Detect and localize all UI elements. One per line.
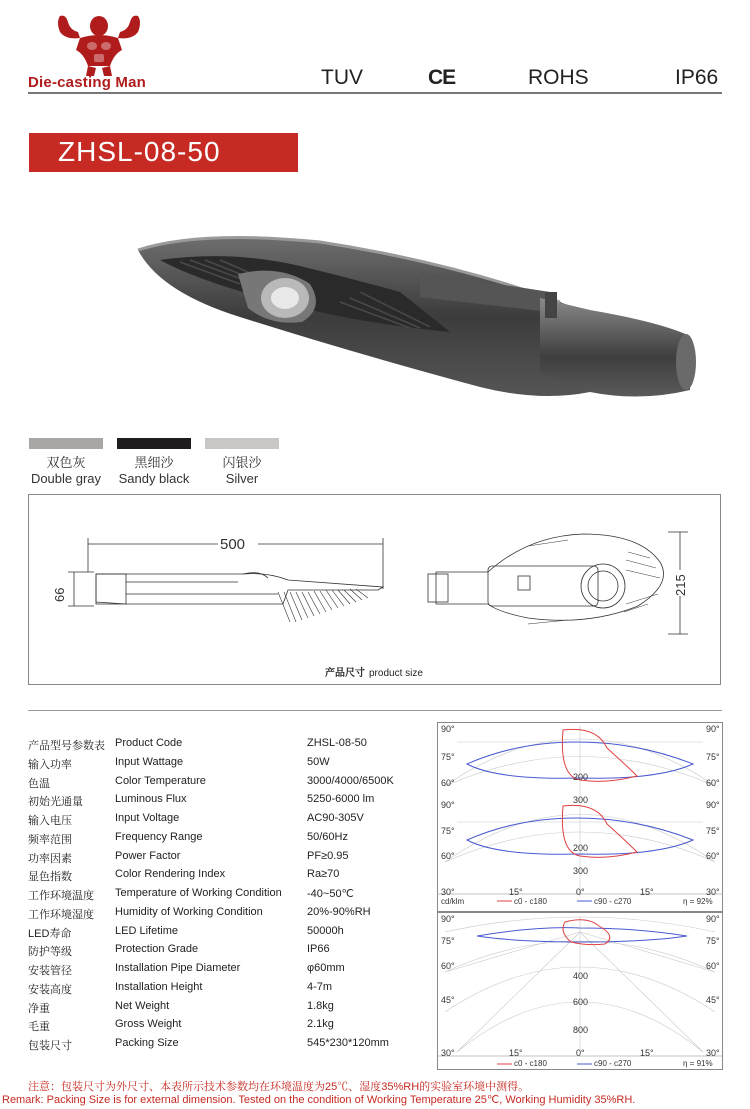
spec-row [28,793,428,812]
polar-chart-2 [437,912,723,1070]
spec-row [28,775,428,794]
polar2-angle-90-right: 90° [706,914,720,924]
spec-label-en: Color Temperature [115,774,206,787]
spec-row [28,1000,428,1019]
dimension-caption: 产品尺寸 product size [325,668,423,679]
spec-label-en: Input Voltage [115,812,180,824]
polar1-bottom-30-right: 30° [706,887,720,897]
dim-width-label: 215 [673,574,688,596]
spec-value: PF≥0.95 [307,849,349,862]
swatch-sandy-black [117,438,191,449]
polar2-radial-400: 400 [573,971,589,981]
spec-label-en: Gross Weight [115,1018,182,1031]
polar2-angle-60-left: 60° [441,961,455,971]
spec-label-zh: 初始光通量 [28,796,83,809]
polar2-angle-75-left: 75° [441,936,455,946]
spec-label-en: Humidity of Working Condition [115,905,263,918]
spec-label-zh: 工作环境温度 [28,890,94,902]
spec-label-zh: 产品型号参数表 [28,740,105,752]
header-divider [28,92,722,94]
polar-chart-1 [437,722,723,912]
spec-value: AC90-305V [307,812,364,824]
spec-label-en: Installation Height [115,980,203,993]
spec-label-zh: 输入电压 [28,815,72,827]
dim-length-label: 500 [220,536,246,553]
spec-label-en: Temperature of Working Condition [115,887,282,899]
spec-label-zh: 功率因素 [28,852,72,865]
spec-row [28,887,428,906]
spec-value: -40~50℃ [307,888,354,900]
spec-label-zh: 工作环境湿度 [28,908,94,921]
spec-value: IP66 [307,943,330,956]
model-title: ZHSL-08-50 [58,136,221,167]
cert-ip66: IP66 [675,66,719,89]
polar1-angle-60b-left: 60° [441,851,455,861]
dimension-drawing [28,494,721,664]
polar1-legend-red: c0 - c180 [514,897,547,906]
polar2-bottom-15-right: 15° [640,1048,654,1058]
polar1-angle-90b-right: 90° [706,800,720,810]
polar1-angle-60-left: 60° [441,778,455,788]
spec-value: 545*230*120mm [307,1037,389,1049]
spec-value: 20%-90%RH [307,905,371,918]
polar2-angle-60-right: 60° [706,961,720,971]
brand-name: Die-casting Man [28,74,147,91]
cert-tuv: TUV [321,66,363,89]
spec-value: 3000/4000/6500K [307,774,394,787]
polar2-angle-45-left: 45° [441,995,455,1005]
polar2-bottom-15-left: 15° [509,1048,523,1058]
cert-rohs: ROHS [528,66,589,89]
spec-label-zh: 包装尺寸 [28,1040,72,1052]
streetlight-product-image [120,222,700,432]
spec-row [28,831,428,850]
spec-label-zh: 输入功率 [28,758,72,771]
spec-value: 2.1kg [307,1018,334,1031]
polar2-radial-600: 600 [573,997,589,1007]
polar2-bottom-30-right: 30° [706,1048,720,1058]
spec-row [28,981,428,1000]
spec-label-en: Luminous Flux [115,793,187,806]
spec-row [28,1018,428,1037]
spec-row [28,756,428,775]
spec-label-zh: 净重 [28,1002,50,1015]
spec-row [28,850,428,869]
polar1-radial-300: 300 [573,795,589,805]
polar1-efficiency: η = 92% [683,897,713,906]
spec-value: 4-7m [307,980,333,993]
spec-value: φ60mm [307,962,345,974]
polar1-radial-300b: 300 [573,866,589,876]
spec-label-zh: 色温 [28,777,50,790]
spec-label-en: LED Lifetime [115,924,178,937]
polar2-legend-blue: c90 - c270 [594,1059,632,1068]
polar1-angle-75-left: 75° [441,752,455,762]
muscle-man-logo-icon [30,10,170,80]
remark-zh: 注意：包装尺寸为外尺寸、本表所示技术参数均在环境温度为25℃、湿度35%RH的实验室环境中测得。 [28,1081,530,1093]
polar2-angle-45-right: 45° [706,995,720,1005]
spec-label-en: Power Factor [115,849,181,862]
swatch-label-sandy-black: 黑细沙 Sandy black [118,455,190,486]
polar2-bottom-30-left: 30° [441,1048,455,1058]
spec-label-en: Color Rendering Index [115,868,226,881]
polar1-unit: cd/klm [441,897,465,906]
swatch-label-silver: 闪银沙 Silver [222,455,262,486]
section-divider [28,710,722,711]
polar1-angle-60b-right: 60° [706,851,720,861]
spec-value: Ra≥70 [307,868,340,881]
polar2-efficiency: η = 91% [683,1059,713,1068]
polar1-angle-75b-right: 75° [706,826,720,836]
spec-label-en: Protection Grade [115,943,199,956]
polar1-angle-90-right: 90° [706,724,720,734]
spec-label-en: Installation Pipe Diameter [115,962,241,974]
remark-en: Remark: Packing Size is for external dimension. Tested on the condition of Working Temperature 25℃, Working Humidity 35%RH. [2,1094,636,1106]
polar1-angle-60-right: 60° [706,778,720,788]
spec-value: 50/60Hz [307,830,348,843]
polar2-radial-800: 800 [573,1025,589,1035]
spec-row [28,943,428,962]
polar1-radial-200b: 200 [573,843,589,853]
polar1-legend-blue: c90 - c270 [594,897,632,906]
spec-label-zh: LED寿命 [28,927,72,940]
polar2-bottom-0: 0° [576,1048,585,1058]
spec-row [28,1037,428,1056]
spec-label-zh: 毛重 [28,1021,50,1034]
spec-row [28,925,428,944]
swatch-label-double-gray: 双色灰 Double gray [30,455,102,486]
polar1-bottom-30-left: 30° [441,887,455,897]
polar1-angle-75b-left: 75° [441,826,455,836]
dim-height-label: 66 [52,587,67,602]
polar1-radial-200: 200 [573,772,589,782]
spec-label-zh: 安装管径 [28,965,72,977]
polar1-angle-90-left: 90° [441,724,455,734]
polar1-bottom-15-left: 15° [509,887,523,897]
spec-row [28,868,428,887]
polar1-bottom-15-right: 15° [640,887,654,897]
spec-label-en: Product Code [115,737,183,749]
spec-label-zh: 显色指数 [28,871,72,884]
spec-label-en: Packing Size [115,1037,179,1049]
spec-row [28,962,428,981]
spec-value: ZHSL-08-50 [307,737,367,749]
spec-row [28,737,428,756]
spec-row [28,906,428,925]
spec-value: 50000h [307,924,344,937]
cert-ce: CE [428,66,456,89]
spec-row [28,812,428,831]
spec-label-zh: 频率范围 [28,833,72,846]
polar1-bottom-0: 0° [576,887,585,897]
polar2-legend-red: c0 - c180 [514,1059,547,1068]
spec-value: 50W [307,755,330,768]
spec-label-zh: 防护等级 [28,946,72,959]
polar2-angle-90-left: 90° [441,914,455,924]
swatch-double-gray [29,438,103,449]
spec-value: 5250-6000 lm [307,793,375,806]
spec-label-en: Input Wattage [115,755,184,768]
spec-label-en: Net Weight [115,999,170,1012]
spec-label-en: Frequency Range [115,830,203,843]
polar1-angle-75-right: 75° [706,752,720,762]
spec-value: 1.8kg [307,999,334,1012]
spec-label-zh: 安装高度 [28,983,72,996]
polar1-angle-90b-left: 90° [441,800,455,810]
polar2-angle-75-right: 75° [706,936,720,946]
swatch-silver [205,438,279,449]
